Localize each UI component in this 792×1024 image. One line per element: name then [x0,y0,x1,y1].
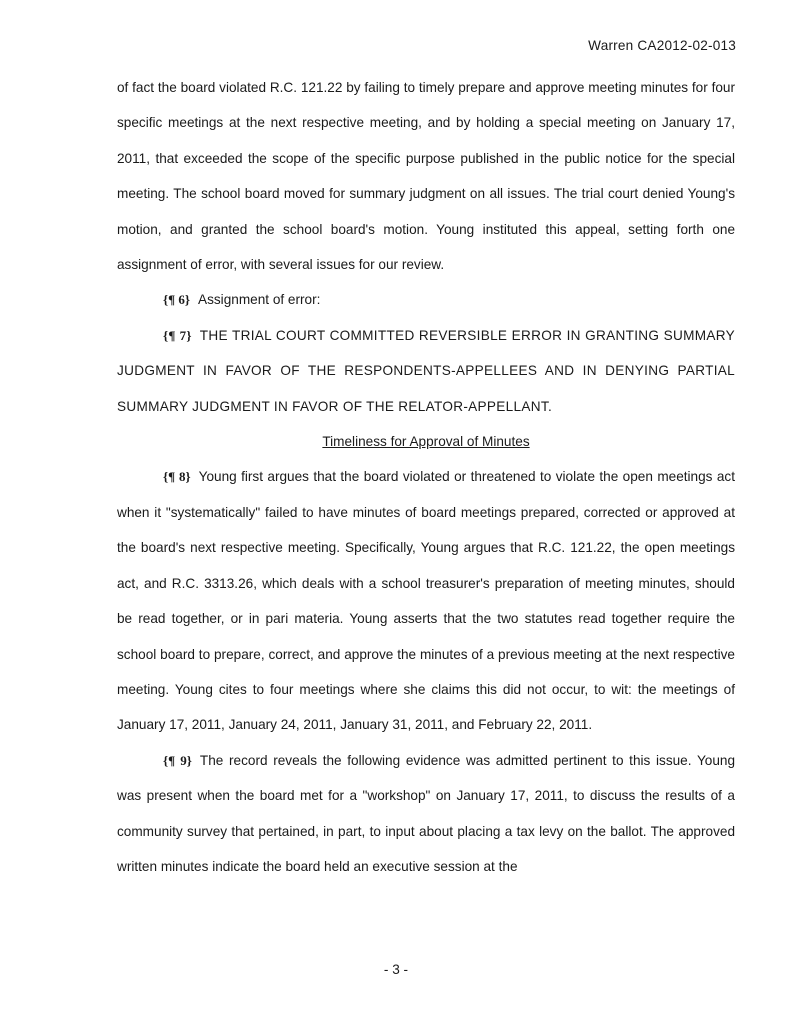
paragraph-6 [117,282,735,317]
paragraph-9-text: The record reveals the following evidence was admitted pertinent to this issue. Young was present when the board met for a "workshop" on January 17, 2011, to discuss the results of a community survey that pertained, in part, to input about placing a tax levy on the ballot. The approved written minutes indicate the board held an executive session at the [117,752,736,874]
paragraph-marker: {¶ 9} [163,752,192,768]
paragraph-6-text: Assignment of error: [198,292,321,308]
paragraph-marker: {¶ 7} [163,327,192,343]
paragraph-marker: {¶ 6} [163,292,191,308]
assignment-of-error-text: THE TRIAL COURT COMMITTED REVERSIBLE ERROR IN GRANTING SUMMARY JUDGMENT IN FAVOR OF THE RESPONDENTS-APPELLEES AND IN DENYING PARTIAL SUMMARY JUDGMENT IN FAVOR OF THE RELATOR-APPELLANT. [117,327,735,414]
paragraph-9 [117,743,735,885]
paragraph-5-continued: of fact the board violated R.C. 121.22 by failing to timely prepare and approve meeting minutes for four specific meetings at the next respective meeting, and by holding a special meeting on January 17, 2011, that exceeded the scope of the specific purpose published in the public notice for the special meeting. The school board moved for summary judgment on all issues. The trial court denied Young's motion, and granted the school board's motion. Young instituted this appeal, setting forth one assignment of error, with several issues for our review. [117,80,735,273]
paragraph-7 [117,318,735,424]
case-reference-header: Warren CA2012-02-013 [588,38,736,53]
page-number: - 3 - [383,962,409,977]
section-heading: Timeliness for Approval of Minutes [322,434,530,450]
paragraph-8-text: Young first argues that the board violated or threatened to violate the open meetings act when it "systematically" failed to have minutes of board meetings prepared, corrected or approved at the board's next respective meeting. Specifically, Young argues that R.C. 121.22, the open meetings act, and R.C. 3313.26, which deals with a school treasurer's preparation of meeting minutes, should be read together, or in pari materia. Young asserts that the two statutes read together require the school board to prepare, correct, and approve the minutes of a previous meeting at the next respective meeting. Young cites to four meetings where she claims this did not occur, to wit: the meetings of January 17, 2011, January 24, 2011, January 31, 2011, and February 22, 2011. [117,469,735,733]
opinion-body [117,70,735,884]
paragraph-marker: {¶ 8} [163,469,191,485]
paragraph-8 [117,459,735,742]
